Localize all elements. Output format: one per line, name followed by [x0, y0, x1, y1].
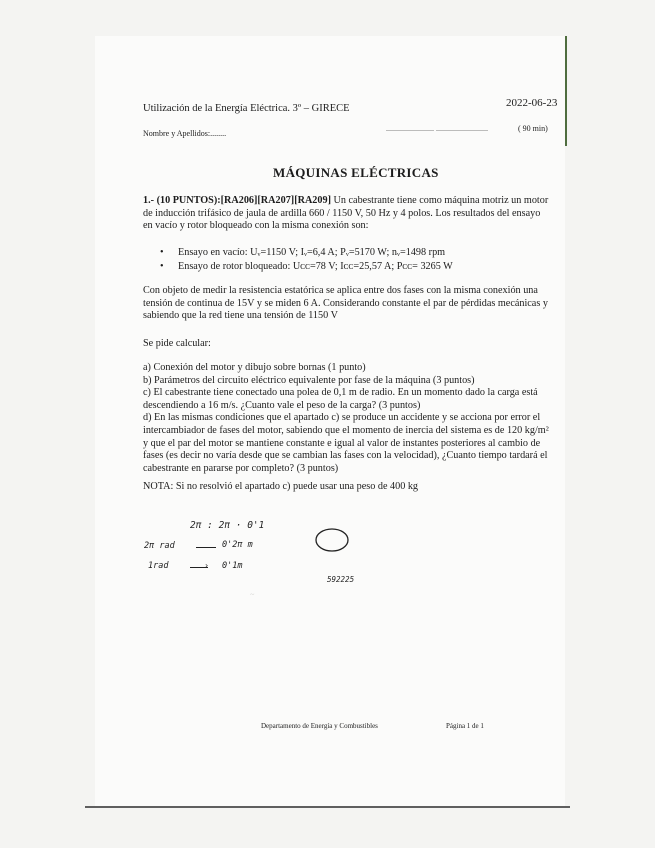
question-c-line-2: descendiendo a 16 m/s. ¿Cuanto vale el peso de la carga? (3 puntos) [143, 399, 421, 411]
problem-intro [143, 195, 563, 233]
name-label: Nombre y Apellidos:........ [143, 129, 227, 138]
question-a: a) Conexión del motor y dibujo sobre bornas (1 punto) [143, 362, 366, 373]
resistance-paragraph [143, 285, 548, 323]
list-item: • Ensayo en vacío: Uᵥ=1150 V; Iᵥ=6,4 A; Pᵥ=5170 W; nᵥ=1498 rpm [160, 247, 446, 258]
scan-edge [565, 36, 567, 146]
duration: ( 90 min) [518, 124, 548, 133]
handwritten-circle [312, 525, 352, 555]
name-dots: ........................ .......................... [386, 124, 488, 133]
question-d-line-5: cabestrante en pararse por completo? (3 puntos) [143, 462, 339, 474]
course-title: Utilización de la Energía Eléctrica. 3º – GIRECE [143, 103, 350, 114]
resistance-line-2: tensión de continua de 15V y se miden 6 A. Considerando constante el par de pérdidas mecánicas y [143, 297, 548, 309]
question-d-line-1: d) En las mismas condiciones que el apartado c) se produce un accidente y se acciona por error el [143, 412, 541, 424]
test-list [160, 246, 453, 274]
question-d-line-3: y que el par del motor se mantiene constante e igual al valor de instantes posteriores al cambio de [143, 437, 541, 449]
question-b: b) Parámetros del circuito eléctrico equivalente por fase de la máquina (3 puntos) [143, 374, 475, 386]
handwritten-2pi-rad: 2π rad [144, 541, 175, 551]
asks-label: Se pide calcular: [143, 338, 211, 349]
handwritten-01m: 0'1m [222, 561, 243, 571]
intro-line-1: Un cabestrante tiene como máquina motriz un motor [333, 195, 549, 206]
question-c-line-1: c) El cabestrante tiene conectado una polea de 0,1 m de radio. En un momento dado la carga está [143, 387, 538, 399]
question-d-line-4: fases (es decir no varía desde que se cambian las fases con la velocidad), ¿Cuanto tiempo tardará el [143, 450, 548, 462]
intro-line-3: en vacío y rotor bloqueado con la misma conexión son: [143, 220, 369, 232]
page-title: MÁQUINAS ELÉCTRICAS [273, 165, 439, 180]
page-number: Página 1 de 1 [446, 722, 484, 730]
handwritten-1rad: 1rad [148, 561, 169, 571]
handwritten-ratio: 2π : 2π · 0'1 [190, 520, 265, 531]
problem-heading: 1.- (10 PUNTOS):[RA206][RA207][RA209] [143, 195, 331, 206]
handwritten-number: 592225 [327, 575, 355, 584]
handwritten-02pi-m: 0'2π m [222, 540, 253, 550]
question-list [143, 362, 549, 475]
department: Departamento de Energía y Combustibles [261, 722, 378, 730]
note: NOTA: Si no resolvió el apartado c) puede usar una peso de 400 kg [143, 481, 419, 492]
list-item: • Ensayo de rotor bloqueado: Uᴄᴄ=78 V; Iᴄᴄ=25,57 A; Pᴄᴄ= 3265 W [160, 261, 453, 272]
locked-rotor-test: Ensayo de rotor bloqueado: Uᴄᴄ=78 V; Iᴄᴄ=25,57 A; Pᴄᴄ= 3265 W [178, 261, 453, 272]
resistance-line-1: Con objeto de medir la resistencia estatórica se aplica entre dos fases con la misma conexión una [143, 285, 538, 296]
scan-bottom-edge [85, 806, 570, 808]
no-load-test: Ensayo en vacío: Uᵥ=1150 V; Iᵥ=6,4 A; Pᵥ=5170 W; nᵥ=1498 rpm [178, 247, 446, 258]
intro-line-2: de inducción trifásico de jaula de ardilla 660 / 1150 V, 50 Hz y 4 polos. Los resultados del ensayo [143, 207, 541, 219]
handwritten-dash [196, 547, 216, 548]
ghost-mark: ~ [250, 590, 255, 599]
arrow-head-icon: › [205, 561, 209, 570]
exam-date: 2022-06-23 [506, 97, 558, 109]
question-d-line-2: intercambiador de fases del motor, sabiendo que el momento de inercia del sistema es de 120 kg/m² [143, 424, 549, 436]
resistance-line-3: sabiendo que la red tiene una tensión de 1150 V [143, 310, 338, 322]
